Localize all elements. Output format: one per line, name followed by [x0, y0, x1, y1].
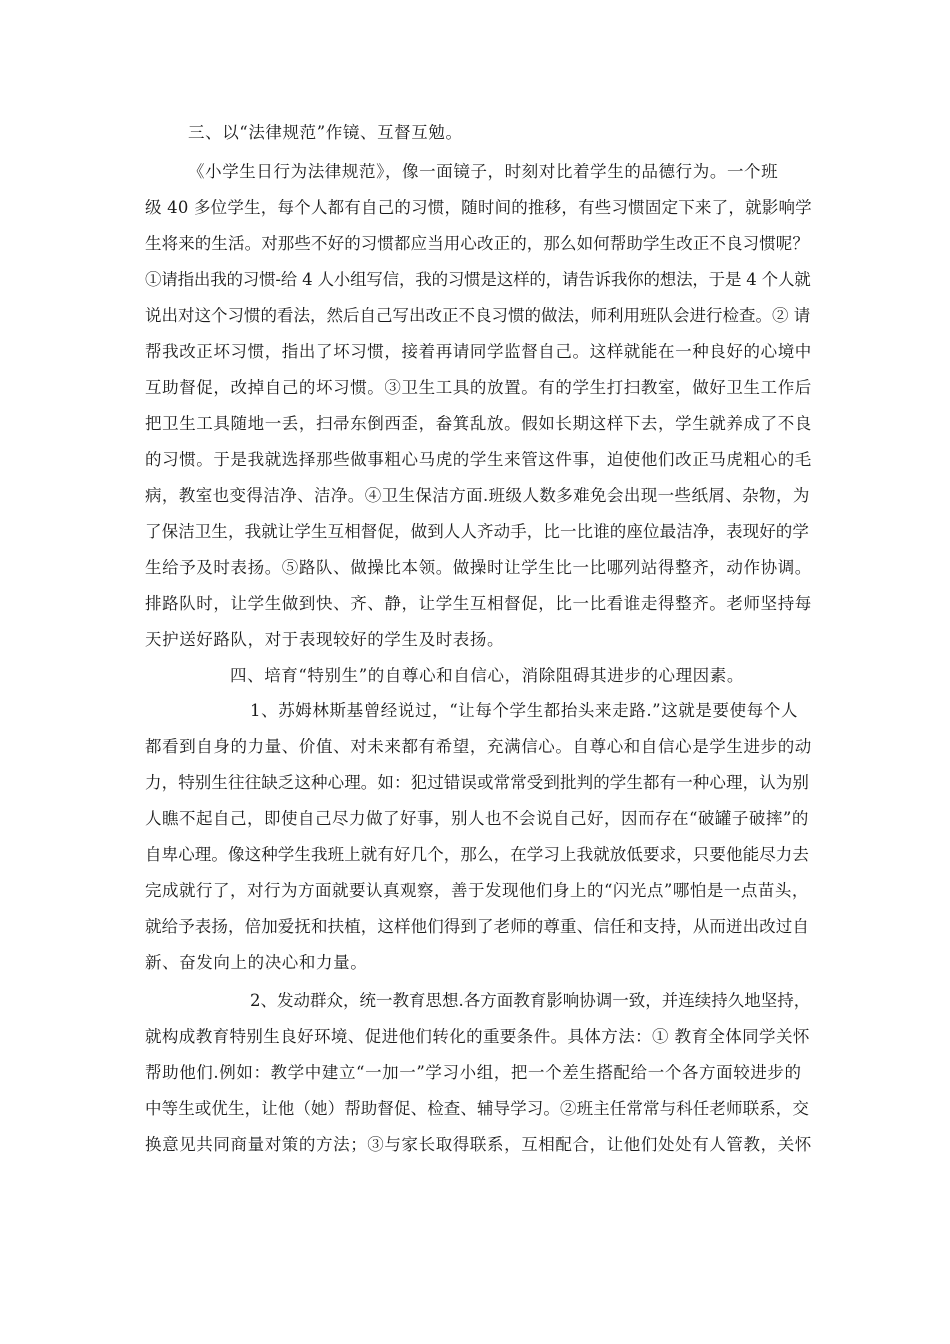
paragraph-line: 说出对这个习惯的看法，然后自己写出改正不良习惯的做法，师利用班队会进行检查。② 请 [145, 306, 811, 325]
paragraph-line: 《小学生日行为法律规范》，像一面镜子，时刻对比着学生的品德行为。一个班 [188, 162, 779, 181]
paragraph-line: 新、奋发向上的决心和力量。 [145, 953, 368, 972]
paragraph-line: 排路队时，让学生做到快、齐、静，让学生互相督促，比一比看谁走得整齐。老师坚持每 [145, 594, 812, 613]
section-heading-4: 四、培育“特别生”的自尊心和自信心，消除阻碍其进步的心理因素。 [230, 666, 744, 685]
paragraph-line: 2、发动群众，统一教育思想.各方面教育影响协调一致，并连续持久地坚持， [250, 991, 811, 1010]
paragraph-line: ①请指出我的习惯-给 4 人小组写信，我的习惯是这样的，请告诉我你的想法，于是 4 个人就 [145, 270, 811, 289]
paragraph-line: 天护送好路队，对于表现较好的学生及时表扬。 [145, 630, 505, 649]
paragraph-line: 病，教室也变得洁净、洁净。④卫生保洁方面.班级人数多难免会出现一些纸屑、杂物，为 [145, 486, 810, 505]
paragraph-line: 就给予表扬，倍加爱抚和扶植，这样他们得到了老师的尊重、信任和支持，从而迸出改过自 [145, 917, 809, 936]
paragraph-line: 力，特别生往往缺乏这种心理。如：犯过错误或常常受到批判的学生都有一种心理，认为别 [145, 773, 809, 792]
paragraph-line: 人瞧不起自己，即使自己尽力做了好事，别人也不会说自己好，因而存在“破罐子破摔”的 [145, 809, 809, 828]
paragraph-line: 的习惯。于是我就选择那些做事粗心马虎的学生来管这件事，迫使他们改正马虎粗心的毛 [145, 450, 812, 469]
paragraph-line: 帮助他们.例如：教学中建立“一加一”学习小组，把一个差生搭配给一个各方面较进步的 [145, 1063, 802, 1082]
paragraph-line: 了保洁卫生，我就让学生互相督促，做到人人齐动手，比一比谁的座位最洁净，表现好的学 [145, 522, 809, 541]
paragraph-line: 都看到自身的力量、价值、对未来都有希望，充满信心。自尊心和自信心是学生进步的动 [145, 737, 812, 756]
paragraph-line: 换意见共同商量对策的方法；③与家长取得联系，互相配合，让他们处处有人管教，关怀 [145, 1135, 812, 1154]
paragraph-line: 把卫生工具随地一丢，扫帚东倒西歪，畚箕乱放。假如长期这样下去，学生就养成了不良 [145, 414, 812, 433]
paragraph-line: 生给予及时表扬。⑤路队、做操比本领。做操时让学生比一比哪列站得整齐，动作协调。 [145, 558, 812, 577]
paragraph-line: 完成就行了，对行为方面就要认真观察，善于发现他们身上的“闪光点”哪怕是一点苗头， [145, 881, 809, 900]
section-heading-3: 三、以“法律规范”作镜、互督互勉。 [188, 123, 463, 142]
paragraph-line: 中等生或优生，让他（她）帮助督促、检查、辅导学习。②班主任常常与科任老师联系，交 [145, 1099, 809, 1118]
paragraph-line: 就构成教育特别生良好环境、促进他们转化的重要条件。具体方法：① 教育全体同学关怀 [145, 1027, 810, 1046]
paragraph-line: 生将来的生活。对那些不好的习惯都应当用心改正的，那么如何帮助学生改正不良习惯呢？ [145, 234, 809, 253]
paragraph-line: 级 40 多位学生，每个人都有自己的习惯，随时间的推移，有些习惯固定下来了，就影响学 [145, 198, 812, 217]
paragraph-line: 自卑心理。像这种学生我班上就有好几个，那么，在学习上我就放低要求，只要他能尽力去 [145, 845, 809, 864]
paragraph-line: 帮我改正坏习惯，指出了坏习惯，接着再请同学监督自己。这样就能在一种良好的心境中 [145, 342, 812, 361]
paragraph-line: 1、苏姆林斯基曾经说过，“让每个学生都抬头来走路.”这就是要使每个人 [250, 701, 799, 720]
paragraph-line: 互助督促，改掉自己的坏习惯。③卫生工具的放置。有的学生打扫教室，做好卫生工作后 [145, 378, 812, 397]
